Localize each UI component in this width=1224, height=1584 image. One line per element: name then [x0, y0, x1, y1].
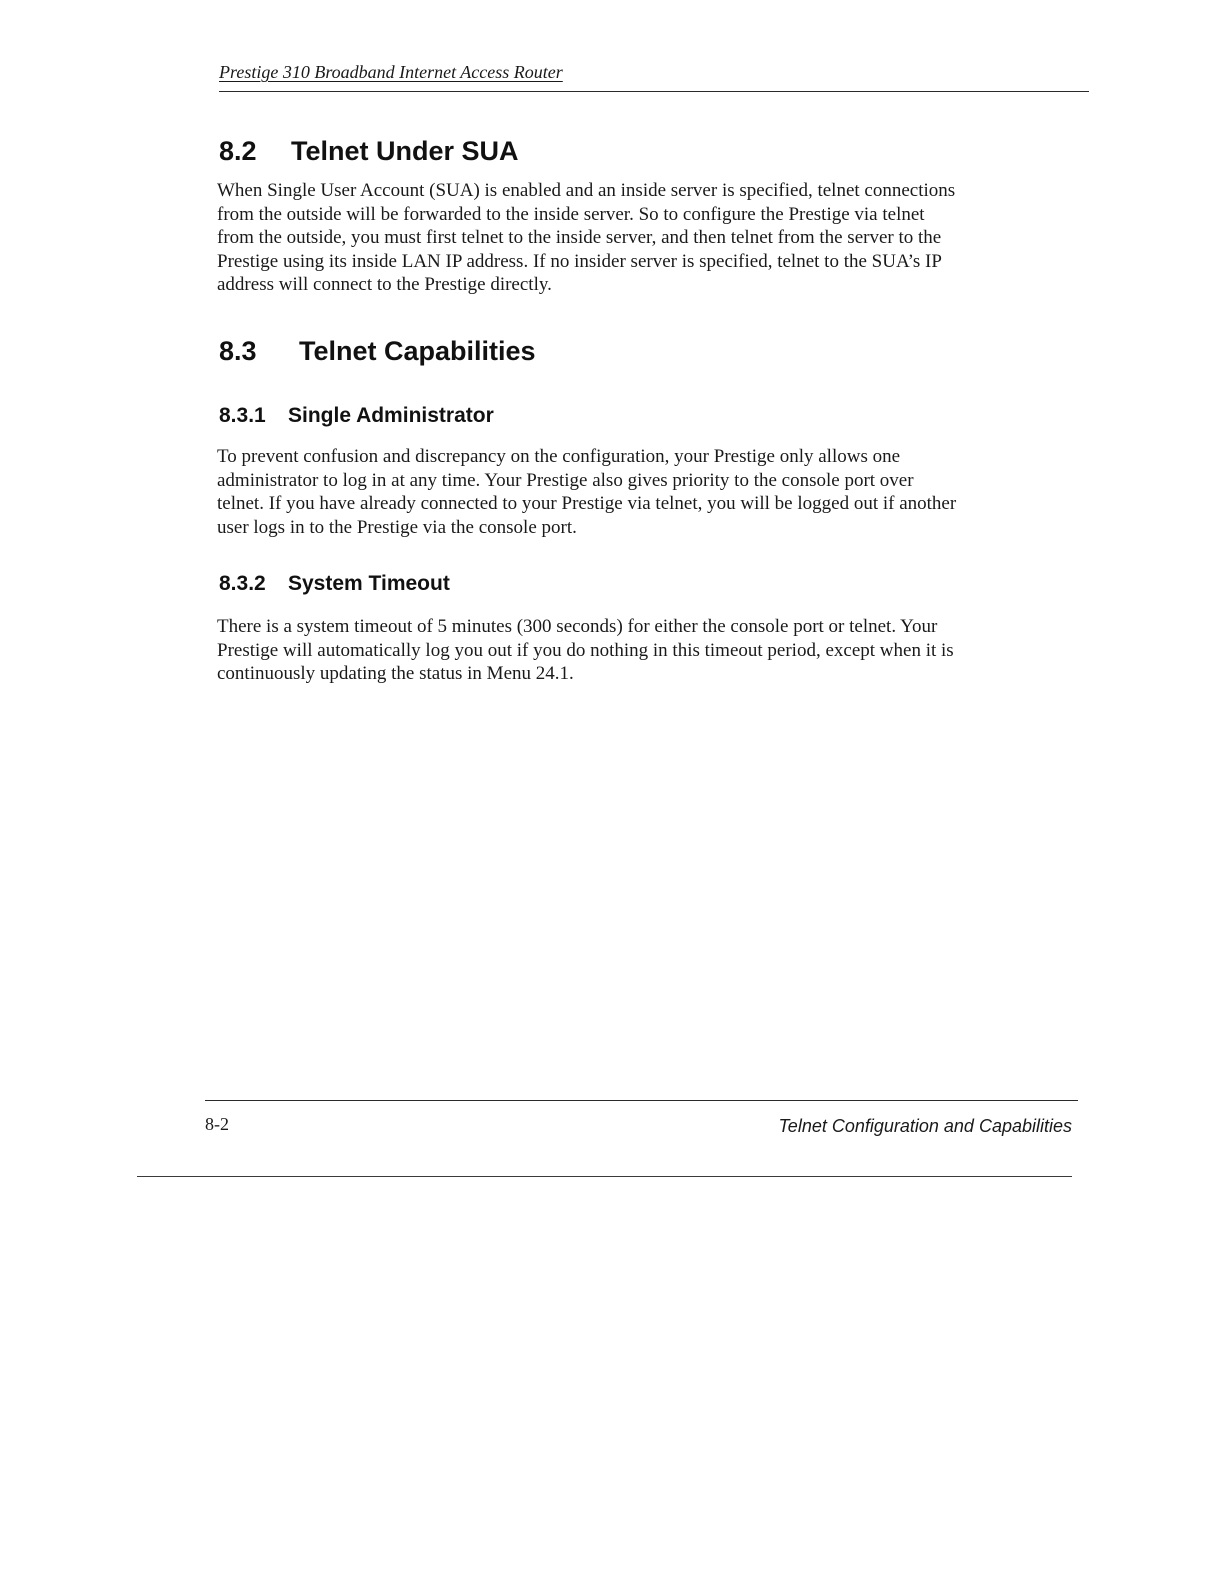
section-number: 8.3: [219, 336, 257, 366]
section-title: Telnet Under SUA: [291, 136, 519, 166]
paragraph-line: Prestige will automatically log you out if you do nothing in this timeout period, except when it is: [217, 639, 954, 661]
paragraph-line: continuously updating the status in Menu 24.1.: [217, 663, 574, 684]
section-number: 8.3.2: [219, 572, 266, 595]
paragraph-line: There is a system timeout of 5 minutes (300 seconds) for either the console port or telnet. Your: [217, 616, 938, 637]
paragraph-system-timeout: [217, 615, 1089, 686]
section-heading-8-3: [219, 336, 536, 367]
header-rule: [219, 91, 1089, 92]
page-number: 8-2: [205, 1114, 229, 1134]
chapter-title: Telnet Configuration and Capabilities: [778, 1116, 1072, 1136]
paragraph-line: from the outside, you must first telnet to the inside server, and then telnet from the server to the: [217, 227, 942, 248]
paragraph-line: address will connect to the Prestige directly.: [217, 274, 552, 295]
section-title: System Timeout: [288, 572, 450, 595]
paragraph-line: Prestige using its inside LAN IP address. If no insider server is specified, telnet to the SUA’s IP: [217, 250, 942, 272]
subsection-heading-8-3-2: [219, 572, 450, 596]
paragraph-line: from the outside will be forwarded to the inside server. So to configure the Prestige via telnet: [217, 203, 925, 225]
paragraph-line: telnet. If you have already connected to your Prestige via telnet, you will be logged out if another: [217, 493, 957, 514]
section-title: Single Administrator: [288, 404, 494, 427]
paragraph-single-administrator: [217, 445, 1089, 539]
paragraph-line: user logs in to the Prestige via the console port.: [217, 516, 577, 538]
footer-rule: [205, 1100, 1078, 1101]
section-heading-8-2: [219, 136, 519, 167]
paragraph-line: When Single User Account (SUA) is enabled and an inside server is specified, telnet connections: [217, 180, 956, 201]
page-edge-rule: [137, 1176, 1072, 1177]
subsection-heading-8-3-1: [219, 404, 494, 428]
section-number: 8.3.1: [219, 404, 266, 427]
section-number: 8.2: [219, 136, 257, 166]
header-title: Prestige 310 Broadband Internet Access Router: [219, 62, 563, 82]
paragraph-telnet-under-sua: [217, 179, 1089, 297]
paragraph-line: administrator to log in at any time. Your Prestige also gives priority to the console port over: [217, 469, 914, 491]
section-title: Telnet Capabilities: [299, 336, 536, 366]
paragraph-line: To prevent confusion and discrepancy on the configuration, your Prestige only allows one: [217, 446, 901, 467]
